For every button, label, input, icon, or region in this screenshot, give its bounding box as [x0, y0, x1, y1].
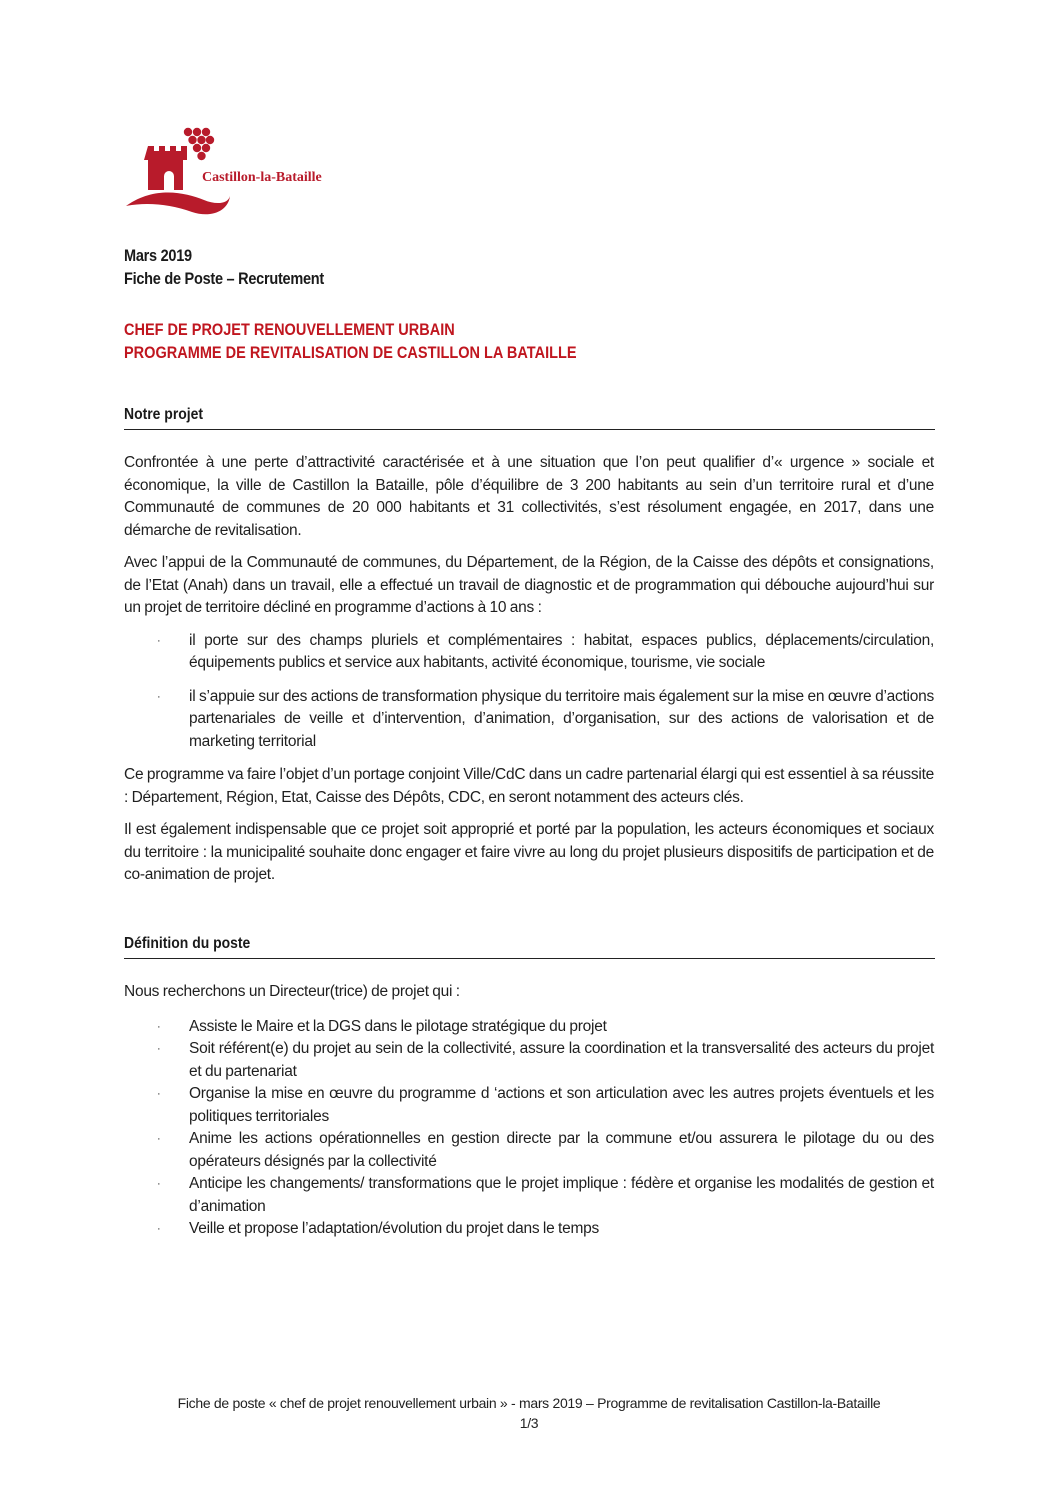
paragraph: Avec l’appui de la Communauté de communes, du Département, de la Région, de la Caisse des dépôts et consignations, de l’Etat (Anah) dans un travail, elle a effectué un travail de diagnostic et de programmation qui débouche aujourd’hui sur un projet de territoire décliné en programme d’actions à 10 ans : — [124, 554, 934, 616]
list-item-text: il porte sur des champs pluriels et complémentaires : habitat, espaces publics, déplacements/circulation, équipements publics et service aux habitants, activité économique, tourisme, vie sociale — [189, 631, 934, 671]
footer-text: Fiche de poste « chef de projet renouvellement urbain » - mars 2019 – Programme de revitalisation Castillon-la-Bataille — [177, 1395, 881, 1411]
list-item-text: Assiste le Maire et la DGS dans le pilotage stratégique du projet — [189, 1017, 607, 1035]
list-item-text: Veille et propose l’adaptation/évolution du projet dans le temps — [189, 1220, 599, 1237]
bullet-list — [124, 1016, 934, 1241]
bullet-icon: · — [157, 1223, 161, 1235]
list-item — [124, 630, 934, 675]
page-footer — [0, 1393, 1058, 1433]
bullet-icon: · — [157, 1088, 161, 1100]
section-heading-text: Définition du poste — [124, 935, 251, 952]
paragraph: Il est également indispensable que ce projet soit approprié et porté par la population, les acteurs économiques et sociaux du territoire : la municipalité souhaite donc engager et faire vivre au long du projet plusieurs dispositifs de participation et de co-animation de projet. — [124, 821, 934, 883]
section-heading-notre-projet — [124, 404, 935, 430]
bullet-icon: · — [157, 690, 161, 703]
list-item-text: Organise la mise en œuvre du programme d ‘actions et son articulation avec les autres projets éventuels et les politiques territoriales — [189, 1085, 934, 1125]
paragraph: Ce programme va faire l’objet d’un portage conjoint Ville/CdC dans un cadre partenarial élargi qui est essentiel à sa réussite : Département, Région, Etat, Caisse des Dépôts, CDC, en seront notamment des acteurs clés. — [124, 766, 934, 806]
bullet-icon: · — [157, 1178, 161, 1190]
list-item — [124, 1173, 934, 1218]
bullet-icon: · — [157, 634, 161, 647]
town-logo — [124, 126, 364, 218]
list-item-text: Anticipe les changements/ transformations que le projet implique : fédère et organise les modalités de gestion et d’animation — [189, 1175, 934, 1215]
logo-town-name: Castillon-la-Bataille — [202, 170, 322, 185]
section-definition-poste-body — [124, 981, 934, 1241]
page-number: 1/3 — [519, 1415, 539, 1431]
document-meta — [124, 245, 324, 291]
list-item — [124, 1083, 934, 1128]
section-heading-definition-poste — [124, 933, 935, 959]
document-date: Mars 2019 — [124, 247, 192, 265]
paragraph: Nous recherchons un Directeur(trice) de projet qui : — [124, 983, 460, 1000]
section-heading-text: Notre projet — [124, 406, 204, 423]
list-item — [124, 686, 934, 754]
list-item-text: il s’appuie sur des actions de transformation physique du territoire mais également sur la mise en œuvre d’actions partenariales de veille et d’intervention, d’animation, d’organisation, sur des actions de valorisation et de marketing territorial — [189, 687, 934, 750]
paragraph: Confrontée à une perte d’attractivité caractérisée et à une situation que l’on peut qualifier d’« urgence » sociale et économique, la ville de Castillon la Bataille, pôle d’équilibre de 3 200 habitants au sein d’un territoire rural et d’une Communauté de communes de 20 000 habitants et 31 collectivités, s’est résolument engagée, en 2017, dans une démarche de revitalisation. — [124, 454, 934, 539]
list-item — [124, 1218, 934, 1241]
document-type: Fiche de Poste – Recrutement — [124, 270, 324, 288]
job-title — [124, 319, 577, 365]
bullet-list — [124, 630, 934, 754]
list-item-text: Soit référent(e) du projet au sein de la collectivité, assure la coordination et la transversalité des acteurs du projet et du partenariat — [189, 1040, 934, 1080]
section-notre-projet-body — [124, 452, 934, 897]
list-item — [124, 1128, 934, 1173]
bullet-icon: · — [157, 1020, 161, 1033]
list-item — [124, 1016, 934, 1039]
list-item-text: Anime les actions opérationnelles en gestion directe par la commune et/ou assurera le pilotage du ou des opérateurs désignés par la collectivité — [189, 1130, 934, 1170]
job-title-line1: CHEF DE PROJET RENOUVELLEMENT URBAIN — [124, 321, 455, 339]
bullet-icon: · — [157, 1043, 161, 1055]
bullet-icon: · — [157, 1133, 161, 1145]
job-title-line2: PROGRAMME DE REVITALISATION DE CASTILLON LA BATAILLE — [124, 344, 577, 362]
list-item — [124, 1038, 934, 1083]
